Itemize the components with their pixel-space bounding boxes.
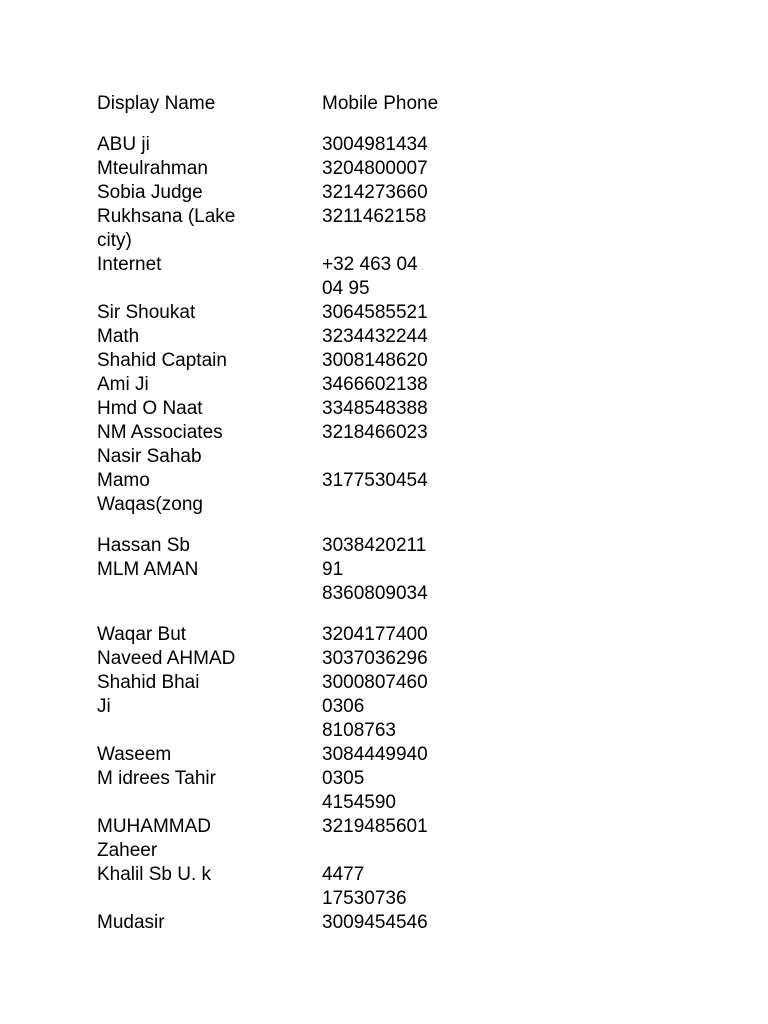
contact-name: Math [97, 326, 140, 347]
contact-name: M idrees Tahir [97, 768, 216, 789]
contact-name: Shahid Captain [97, 350, 227, 371]
contact-phone: 3214273660 [322, 182, 428, 203]
contact-phone: 0306 8108763 [322, 696, 396, 741]
table-row [97, 767, 457, 815]
table-row [97, 469, 457, 493]
table-header-row [97, 92, 457, 116]
contact-name: NM Associates [97, 422, 223, 443]
contact-phone: 91 8360809034 [322, 559, 428, 604]
table-row [97, 558, 457, 606]
contact-name: Mudasir [97, 912, 165, 933]
contact-phone: 4477 17530736 [322, 864, 407, 909]
contact-phone: 3084449940 [322, 744, 428, 765]
contact-name: MUHAMMAD Zaheer [97, 816, 211, 861]
contact-phone: 3348548388 [322, 398, 428, 419]
contact-name: ABU ji [97, 134, 150, 155]
contact-name: Mteulrahman [97, 158, 208, 179]
table-row [97, 325, 457, 349]
mobile-phone-header: Mobile Phone [322, 93, 439, 114]
contact-name: Sobia Judge [97, 182, 203, 203]
table-row [97, 743, 457, 767]
contact-phone: 3211462158 [322, 206, 427, 227]
contact-name: Rukhsana (Lake city) [97, 206, 236, 251]
contact-phone: 3234432244 [322, 326, 428, 347]
contact-phone: 3219485601 [322, 816, 428, 837]
table-row [97, 647, 457, 671]
contact-phone: 3004981434 [322, 134, 428, 155]
contact-phone: 3204177400 [322, 624, 428, 645]
table-row [97, 534, 457, 558]
contact-phone: 3009454546 [322, 912, 428, 933]
table-row [97, 373, 457, 397]
table-row [97, 863, 457, 911]
contacts-list [97, 133, 457, 935]
contact-name: Waqas(zong [97, 494, 203, 515]
contact-phone: 3037036296 [322, 648, 428, 669]
table-row [97, 911, 457, 935]
table-row [97, 421, 457, 445]
contact-name: Khalil Sb U. k [97, 864, 212, 885]
table-row [97, 623, 457, 647]
table-row [97, 253, 457, 301]
table-row [97, 671, 457, 695]
contact-phone: 3038420211 [322, 535, 427, 556]
table-row [97, 397, 457, 421]
table-row [97, 493, 457, 517]
table-row [97, 205, 457, 253]
contact-name: Hmd O Naat [97, 398, 203, 419]
contact-phone: 3000807460 [322, 672, 428, 693]
contact-phone: +32 463 04 04 95 [322, 254, 418, 299]
contact-name: Ji [97, 696, 111, 717]
display-name-header: Display Name [97, 93, 216, 114]
contact-name: MLM AMAN [97, 559, 199, 580]
table-row [97, 181, 457, 205]
contact-name: Ami Ji [97, 374, 149, 395]
contact-name: Hassan Sb [97, 535, 190, 556]
contact-phone: 3177530454 [322, 470, 428, 491]
contact-phone: 3204800007 [322, 158, 428, 179]
contact-name: Shahid Bhai [97, 672, 200, 693]
contact-phone: 0305 4154590 [322, 768, 396, 813]
contact-phone: 3008148620 [322, 350, 428, 371]
table-row [97, 695, 457, 743]
contact-name: Naveed AHMAD [97, 648, 236, 669]
contact-name: Internet [97, 254, 162, 275]
contact-phone: 3466602138 [322, 374, 428, 395]
table-row [97, 133, 457, 157]
contact-name: Waqar But [97, 624, 187, 645]
table-row [97, 349, 457, 373]
contact-name: Mamo [97, 470, 150, 491]
contact-phone: 3064585521 [322, 302, 428, 323]
contact-phone [322, 445, 452, 469]
table-row [97, 445, 457, 469]
contact-name: Waseem [97, 744, 172, 765]
contact-phone [322, 493, 452, 517]
table-row [97, 815, 457, 863]
table-row [97, 157, 457, 181]
contacts-table [97, 92, 457, 935]
contact-name: Sir Shoukat [97, 302, 196, 323]
contact-phone: 3218466023 [322, 422, 428, 443]
table-row [97, 301, 457, 325]
contact-name: Nasir Sahab [97, 446, 202, 467]
